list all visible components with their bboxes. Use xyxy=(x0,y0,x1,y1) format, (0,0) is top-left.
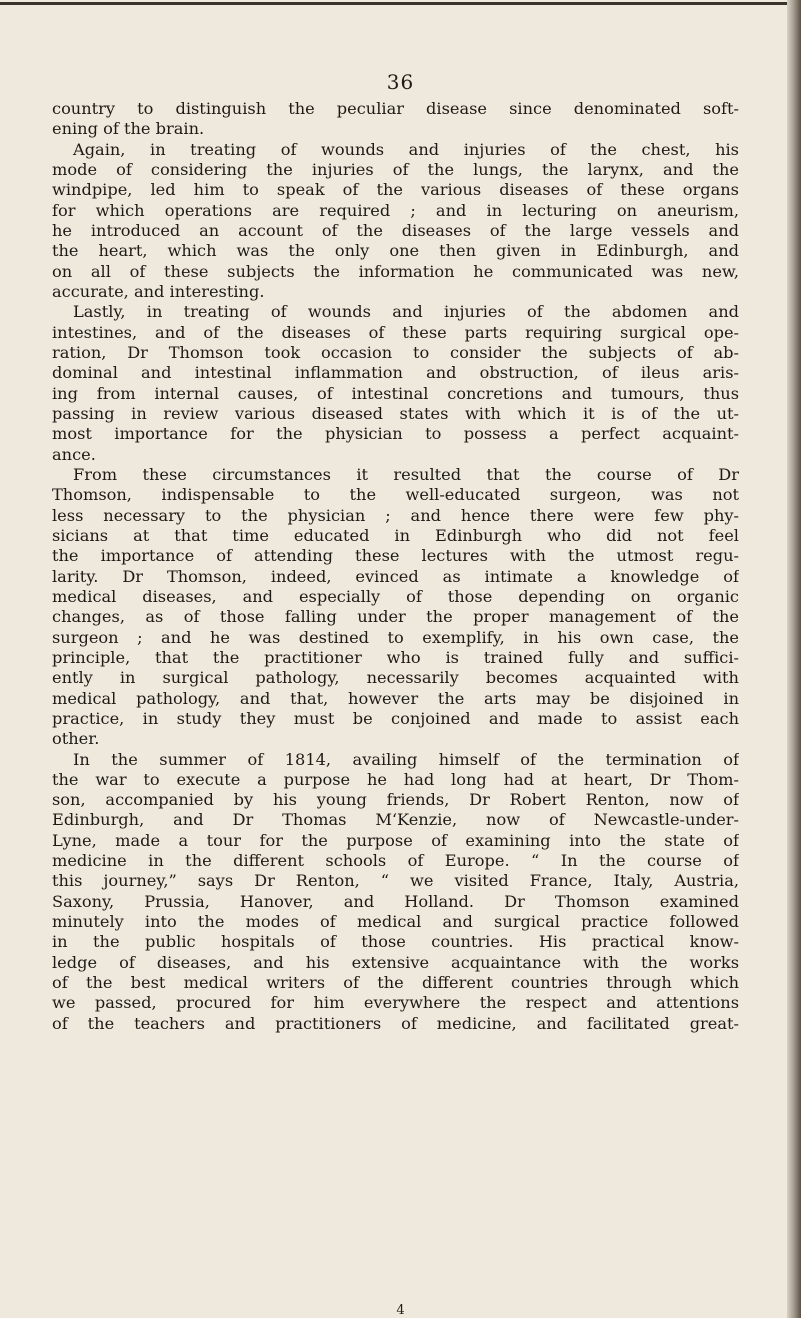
text-line: larity. Dr Thomson, indeed, evinced as intimate a knowledge of xyxy=(52,566,739,586)
top-rule xyxy=(0,2,790,5)
text-line: of the teachers and practitioners of medicine, and facilitated great- xyxy=(52,1013,739,1033)
body-text xyxy=(52,99,739,1034)
text-line: In the summer of 1814, availing himself of the termination of xyxy=(73,749,739,769)
text-line: Lastly, in treating of wounds and injuries of the abdomen and xyxy=(73,302,739,322)
text-line: Lyne, made a tour for the purpose of examining into the state of xyxy=(52,830,739,850)
text-line: for which operations are required ; and in lecturing on aneurism, xyxy=(52,200,739,220)
text-line: son, accompanied by his young friends, Dr Robert Renton, now of xyxy=(52,790,739,810)
text-line: less necessary to the physician ; and hence there were few phy- xyxy=(52,505,739,525)
text-line: ening of the brain. xyxy=(52,119,205,139)
text-line: medical pathology, and that, however the arts may be disjoined in xyxy=(52,688,739,708)
text-line: sicians at that time educated in Edinburgh who did not feel xyxy=(52,525,739,545)
text-line: on all of these subjects the information he communicated was new, xyxy=(52,261,739,281)
text-line: minutely into the modes of medical and surgical practice followed xyxy=(52,912,739,932)
text-line: medical diseases, and especially of those depending on organic xyxy=(52,586,739,606)
signature-mark: 4 xyxy=(396,1303,405,1318)
text-line: Again, in treating of wounds and injuries of the chest, his xyxy=(73,139,739,159)
text-line: accurate, and interesting. xyxy=(52,281,265,301)
text-line: ance. xyxy=(52,444,96,464)
text-line: mode of considering the injuries of the lungs, the larynx, and the xyxy=(52,159,739,179)
text-line: changes, as of those falling under the proper management of the xyxy=(52,607,739,627)
text-line: Edinburgh, and Dr Thomas M‘Kenzie, now of Newcastle-under- xyxy=(52,810,739,830)
text-line: ledge of diseases, and his extensive acquaintance with the works xyxy=(52,952,739,972)
text-line: the importance of attending these lectures with the utmost regu- xyxy=(52,546,739,566)
text-line: medicine in the different schools of Europe. “ In the course of xyxy=(52,851,739,871)
text-line: he introduced an account of the diseases of the large vessels and xyxy=(52,220,739,240)
text-line: practice, in study they must be conjoined and made to assist each xyxy=(52,708,739,728)
text-line: we passed, procured for him everywhere the respect and attentions xyxy=(52,993,739,1013)
text-line: ently in surgical pathology, necessarily becomes acquainted with xyxy=(52,668,739,688)
text-line: windpipe, led him to speak of the various diseases of these organs xyxy=(52,180,739,200)
text-line: From these circumstances it resulted that the course of Dr xyxy=(73,464,739,484)
text-line: this journey,” says Dr Renton, “ we visited France, Italy, Austria, xyxy=(52,871,739,891)
text-line: ration, Dr Thomson took occasion to consider the subjects of ab- xyxy=(52,342,739,362)
text-line: intestines, and of the diseases of these parts requiring surgical ope- xyxy=(52,322,739,342)
text-line: ing from internal causes, of intestinal concretions and tumours, thus xyxy=(52,383,739,403)
text-line: the heart, which was the only one then given in Edinburgh, and xyxy=(52,241,739,261)
text-line: passing in review various diseased states with which it is of the ut- xyxy=(52,403,739,423)
text-line: Saxony, Prussia, Hanover, and Holland. Dr Thomson examined xyxy=(52,891,739,911)
text-line: Thomson, indispensable to the well-educated surgeon, was not xyxy=(52,485,739,505)
page-number: 36 xyxy=(386,70,415,94)
text-line: country to distinguish the peculiar disease since denominated soft- xyxy=(52,99,739,118)
text-line: principle, that the practitioner who is trained fully and suffici- xyxy=(52,647,739,667)
text-line: of the best medical writers of the different countries through which xyxy=(52,973,739,993)
text-line: dominal and intestinal inflammation and obstruction, of ileus aris- xyxy=(52,363,739,383)
text-line: most importance for the physician to possess a perfect acquaint- xyxy=(52,424,739,444)
text-line: other. xyxy=(52,729,100,749)
text-line: surgeon ; and he was destined to exemplify, in his own case, the xyxy=(52,627,739,647)
text-line: the war to execute a purpose he had long had at heart, Dr Thom- xyxy=(52,769,739,789)
text-line: in the public hospitals of those countries. His practical know- xyxy=(52,932,739,952)
page-edge-shadow xyxy=(787,0,801,1318)
